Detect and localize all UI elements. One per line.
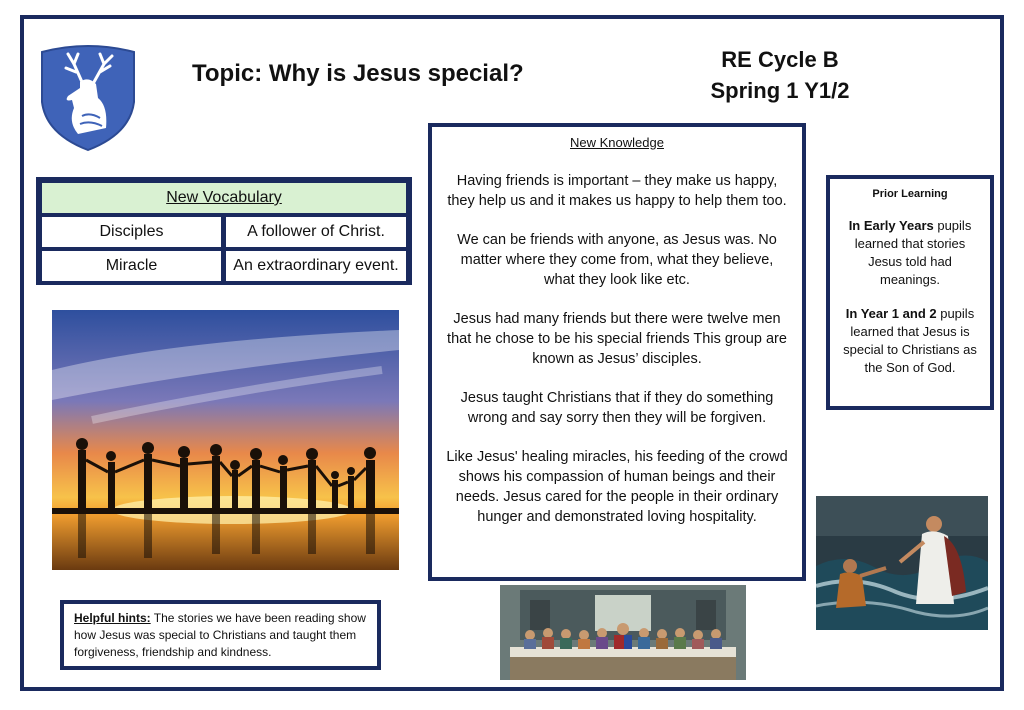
- cycle-line-1: RE Cycle B: [721, 47, 839, 72]
- last-supper-image: [500, 585, 746, 680]
- helpful-hints-text: The stories we have been reading show how Jesus was special to Christians and taught them forgiveness, friendship and kindness.: [74, 611, 366, 659]
- prior-learning-text: pupils learned that Jesus is special to Christians as the Son of God.: [843, 306, 977, 375]
- page-title: Topic: Why is Jesus special?: [192, 60, 524, 87]
- prior-learning-bold: In Early Years: [848, 218, 934, 233]
- cycle-line-2: Spring 1 Y1/2: [710, 78, 850, 103]
- knowledge-paragraph: Like Jesus' healing miracles, his feeding of the crowd shows his compassion of human beings and their needs. Jesus cared for the people in their ordinary hunger and demonstrated loving hospitality.: [446, 449, 788, 525]
- prior-learning-heading: Prior Learning: [872, 188, 948, 200]
- new-knowledge-box: [428, 123, 806, 581]
- vocab-term: Disciples: [42, 217, 221, 247]
- new-knowledge-heading: New Knowledge: [570, 135, 664, 150]
- prior-learning-paragraph: [838, 217, 982, 289]
- helpful-hints-box: [60, 600, 381, 670]
- helpful-hints-label: Helpful hints:: [74, 611, 151, 625]
- vocabulary-heading: New Vocabulary: [42, 183, 406, 213]
- prior-learning-text: pupils learned that stories Jesus told had meanings.: [854, 218, 972, 287]
- cycle-heading: [690, 44, 870, 106]
- vocab-definition: A follower of Christ.: [226, 217, 406, 247]
- prior-learning-box: [826, 175, 994, 410]
- stag-shield-icon: [38, 42, 138, 152]
- walking-on-water-image: [816, 496, 988, 630]
- prior-learning-bold: In Year 1 and 2: [845, 306, 937, 321]
- prior-learning-paragraph: [838, 305, 982, 377]
- knowledge-paragraph: Jesus had many friends but there were twelve men that he chose to be his special friends This group are known as Jesus’ disciples.: [447, 311, 787, 367]
- vocabulary-table: [36, 177, 412, 285]
- vocab-definition: An extraordinary event.: [226, 251, 406, 281]
- knowledge-paragraph: Having friends is important – they make us happy, they help us and it makes us happy to help them too.: [447, 173, 787, 209]
- friends-sunset-image: [52, 310, 399, 570]
- vocab-term: Miracle: [42, 251, 221, 281]
- knowledge-paragraph: Jesus taught Christians that if they do something wrong and say sorry then they will be forgiven.: [460, 390, 774, 426]
- knowledge-paragraph: We can be friends with anyone, as Jesus was. No matter where they come from, what they believe, what they look like etc.: [457, 232, 777, 288]
